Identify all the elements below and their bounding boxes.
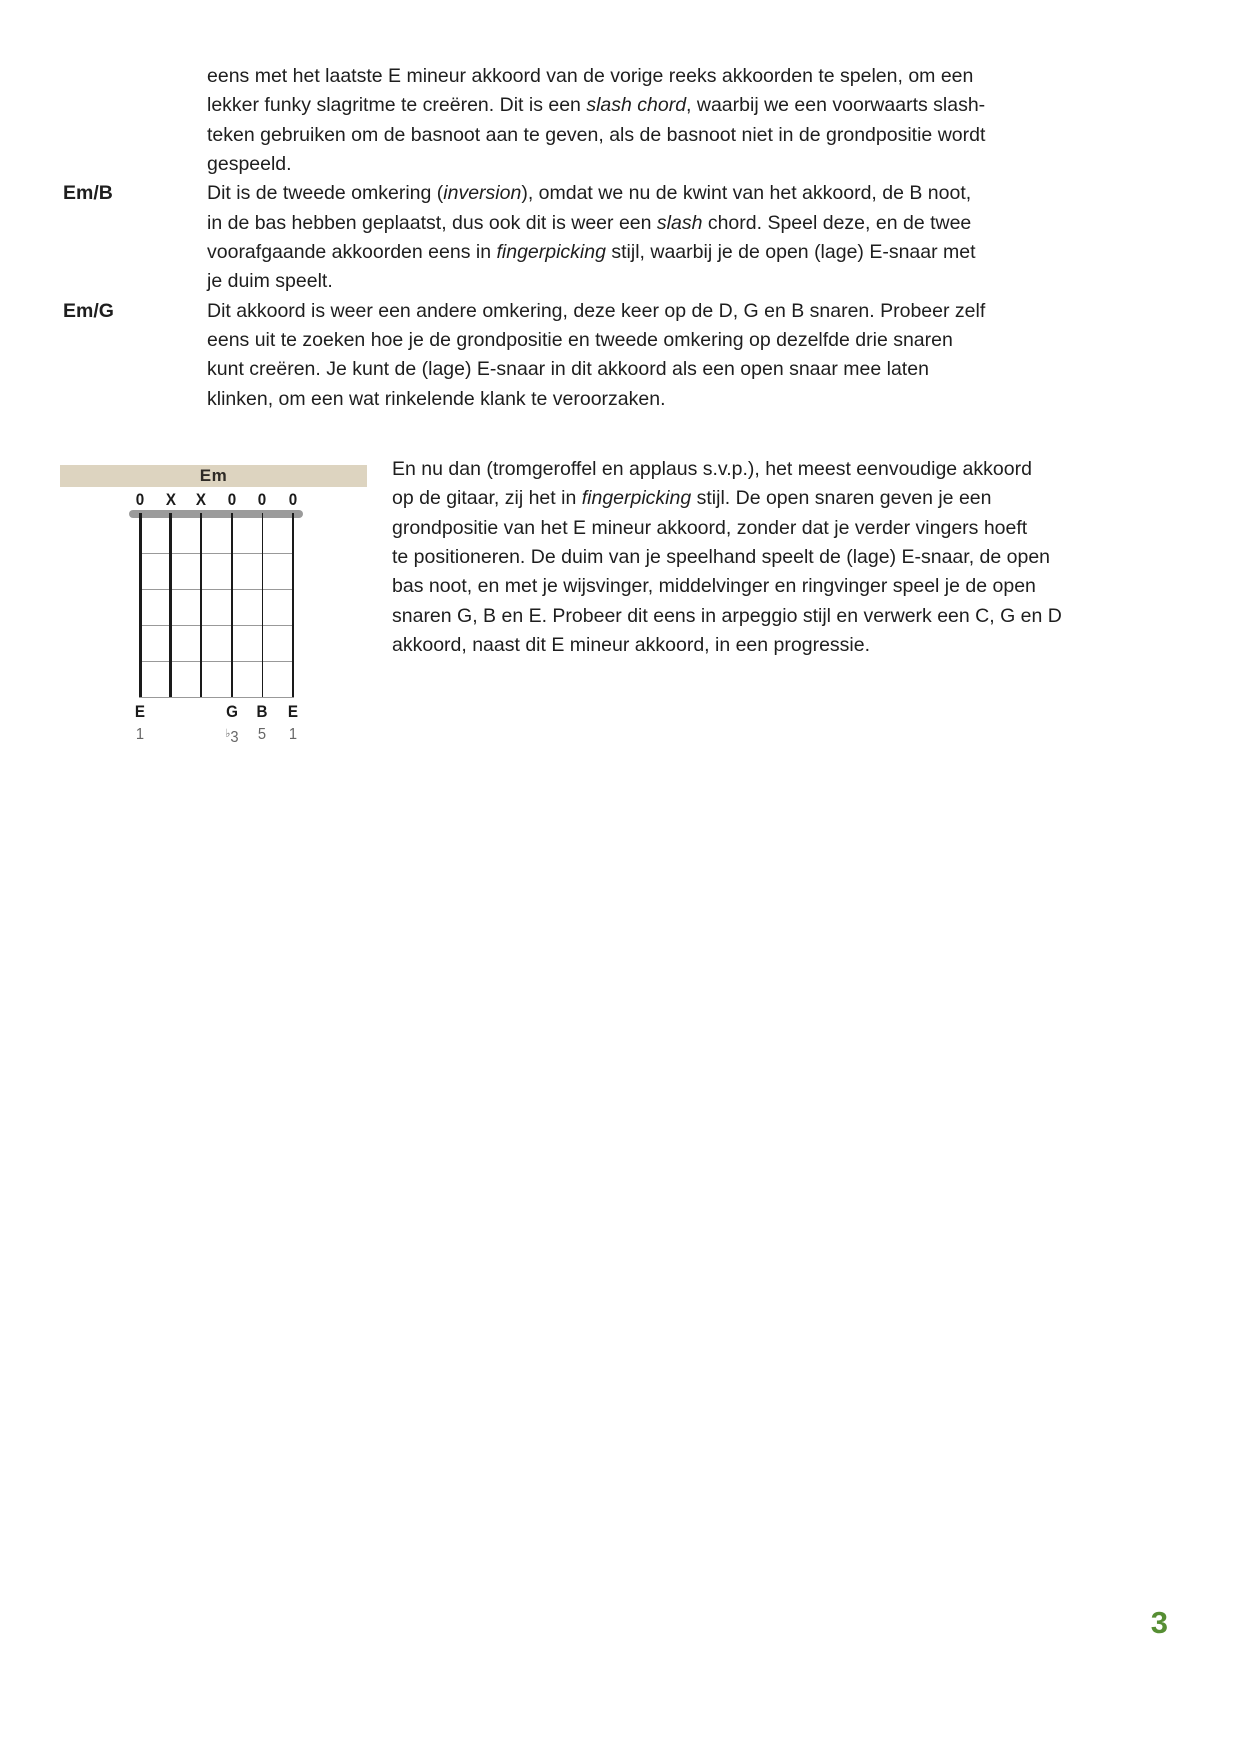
italic-text-run: slash [656,211,703,234]
text-run: op de gitaar, zij het in [392,487,582,510]
string-line [139,513,142,697]
text-line [392,631,1052,660]
italic-text-run: fingerpicking [496,241,606,264]
paragraph-lines [207,62,1063,179]
text-line [392,602,1062,631]
italic-text-run: fingerpicking [581,487,692,510]
text-run: gespeeld. [207,153,292,176]
text-line [207,91,1063,120]
string-line [262,513,264,697]
nut-bar [129,510,303,518]
string-note-label: G [225,703,238,721]
open-string-marker: 0 [258,491,267,509]
muted-string-marker: X [165,491,176,509]
text-run: stijl. De open snaren geven je een [691,487,992,510]
chord-title-bar: Em [60,465,367,487]
text-line [392,455,1052,484]
text-line [207,267,1063,296]
fret-line [139,553,294,554]
open-string-marker: 0 [227,491,237,509]
scale-degree-label: 5 [258,726,267,743]
chord-diagram [60,455,367,755]
text-run: te positioneren. De duim van je speelhand speelt de (lage) E-snaar, de open [392,546,1051,569]
text-line [207,62,1063,91]
text-run: stijl, waarbij je de open (lage) E-snaar met [605,241,976,264]
string-line [292,513,293,697]
paragraph [63,297,1063,414]
text-line [207,326,1063,355]
muted-string-marker: X [196,491,207,509]
scale-degree-label: 1 [135,726,145,743]
text-run: chord. Speel deze, en de twee [702,211,972,234]
text-line [392,572,1052,601]
text-run: Dit is de tweede omkering ( [207,182,444,205]
text-run: eens met het laatste E mineur akkoord van de vorige reeks akkoorden te spelen, om een [207,65,974,87]
scale-degree-label: ♭3 [225,728,239,746]
italic-text-run: inversion [443,182,522,205]
chord-label [63,62,207,179]
fret-line [139,697,294,698]
chord-label: Em/G [63,299,114,322]
string-line [200,513,202,697]
text-line [207,179,1063,208]
text-run: akkoord, naast dit E mineur akkoord, in een progressie. [392,634,871,657]
chord-section [60,455,1062,755]
text-line [207,297,1063,326]
text-run: ), omdat we nu de kwint van het akkoord, de B noot, [521,182,972,205]
text-run: bas noot, en met je wijsvinger, middelvinger en ringvinger speel je de open [392,575,1036,598]
text-run: je duim speelt. [207,270,333,293]
text-run: eens uit te zoeken hoe je de grondpositie en tweede omkering op dezelfde drie snaren [207,329,953,352]
string-note-label: B [256,703,268,721]
text-run: klinken, om een wat rinkelende klank te veroorzaken. [207,387,666,410]
string-note-label: E [134,703,146,721]
text-line [392,484,1052,513]
string-line [169,513,172,697]
text-line [207,385,1063,414]
string-line [231,513,233,697]
text-run: En nu dan (tromgeroffel en applaus s.v.p.), het meest eenvoudige akkoord [392,458,1032,480]
page-number: 3 [1150,1605,1168,1640]
fret-line [139,589,294,590]
text-line [207,238,1063,267]
paragraph-lines [207,297,1063,414]
paragraph-lines [207,179,1063,296]
italic-text-run: slash chord [586,94,687,117]
text-line [392,543,1052,572]
text-run: lekker funky slagritme te creëren. Dit is een [207,94,587,117]
body-text [63,62,1063,414]
text-run: snaren G, B en E. Probeer dit eens in arpeggio stijl en verwerk een C, G en D [392,604,1062,627]
paragraph [63,62,1063,179]
text-run: grondpositie van het E mineur akkoord, zonder dat je verder vingers hoeft [392,516,1028,539]
text-run: kunt creëren. Je kunt de (lage) E-snaar in dit akkoord als een open snaar mee laten [207,358,929,381]
open-string-marker: 0 [288,491,298,509]
text-line [207,209,1063,238]
side-paragraph [392,455,1062,660]
open-string-marker: 0 [135,491,145,509]
text-line [207,355,1063,384]
scale-degree-label: 1 [288,726,298,743]
text-run: , waarbij we een voorwaarts slash- [686,94,986,117]
text-run: teken gebruiken om de basnoot aan te geven, als de basnoot niet in de grondpositie wordt [207,123,986,146]
paragraph [63,179,1063,296]
fret-line [139,661,294,662]
flat-sign: ♭ [225,728,231,740]
chord-label: Em/B [63,182,113,205]
text-run: Dit akkoord is weer een andere omkering, deze keer op de D, G en B snaren. Probeer zelf [207,299,986,322]
text-run: in de bas hebben geplaatst, dus ook dit is weer een [207,211,657,234]
text-line [207,150,1063,179]
text-line [207,121,1063,150]
text-line [392,514,1052,543]
fret-line [139,625,294,626]
string-note-label: E [287,703,299,721]
text-run: voorafgaande akkoorden eens in [207,241,497,264]
